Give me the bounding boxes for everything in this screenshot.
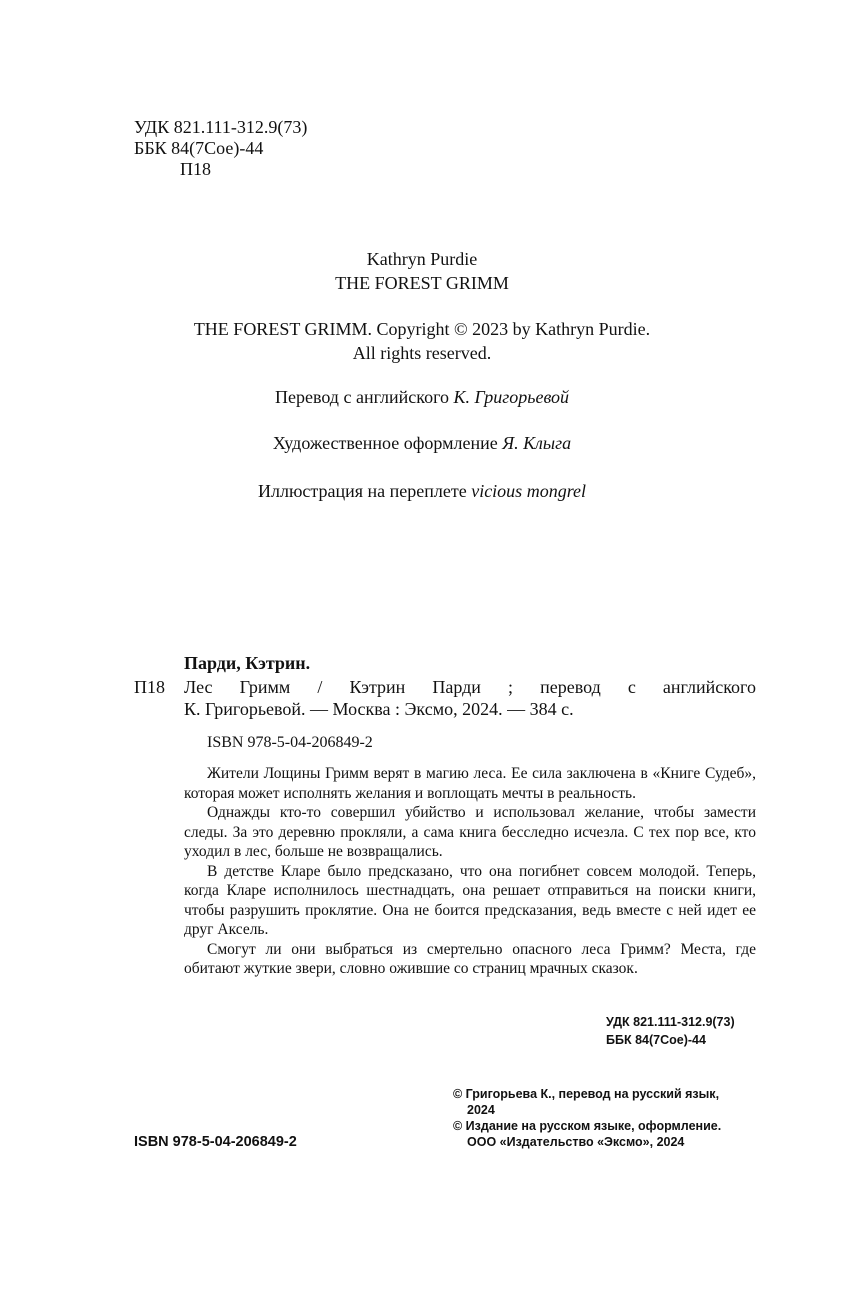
footer-bbk: ББК 84(7Сое)-44 <box>606 1033 706 1047</box>
annotation-paragraph: Однажды кто-то совершил убийство и использовал желание, чтобы замести следы. За это деревню прокляли, а сама книга бесследно исчезла. С тех пор все, кто уходил в лес, больше не возвращались. <box>184 804 756 860</box>
design-label: Художественное оформление <box>272 433 498 453</box>
translator-name: К. Григорьевой <box>453 387 570 407</box>
copyright-translation-line-2: 2024 <box>467 1103 495 1117</box>
translation-label: Перевод с английского <box>274 387 450 407</box>
copyright-line-2: All rights reserved. <box>352 343 492 363</box>
copyright-edition-line-2: ООО «Издательство «Эксмо», 2024 <box>467 1135 685 1149</box>
annotation-paragraph: В детстве Кларе было предсказано, что она погибнет совсем молодой. Теперь, когда Кларе исполнилось шестнадцать, она решает отправиться на поиски книги, чтобы разрушить проклятие. Она не боится предсказания, ведь вместе с ней идет ее друг Аксель. <box>184 862 756 938</box>
original-author: Kathryn Purdie <box>366 249 478 269</box>
copyright-edition-line-1: © Издание на русском языке, оформление. <box>453 1119 722 1133</box>
copyright-translation-line-1: © Григорьева К., перевод на русский язык, <box>453 1087 720 1101</box>
bbk-code: ББК 84(7Сое)-44 <box>134 138 264 158</box>
cover-credit <box>0 478 844 504</box>
cover-label: Иллюстрация на переплете <box>257 481 467 501</box>
illustrator-name: vicious mongrel <box>471 481 587 501</box>
footer-isbn: ISBN 978-5-04-206849-2 <box>134 1134 297 1150</box>
annotation <box>184 764 756 979</box>
copyright-line-1: THE FOREST GRIMM. Copyright © 2023 by Kathryn Purdie. <box>193 319 651 339</box>
author-mark: П18 <box>180 159 211 179</box>
designer-name: Я. Клыга <box>502 433 572 453</box>
original-title: THE FOREST GRIMM <box>335 273 509 293</box>
footer-udk: УДК 821.111-312.9(73) <box>606 1015 735 1029</box>
catalog-line-2: К. Григорьевой. — Москва : Эксмо, 2024. — 384 с. <box>184 699 574 719</box>
catalog-isbn: ISBN 978-5-04-206849-2 <box>207 734 373 751</box>
catalog-mark: П18 <box>134 677 165 697</box>
annotation-paragraph: Смогут ли они выбраться из смертельно опасного леса Гримм? Места, где обитают жуткие звери, словно ожившие со страниц мрачных сказок. <box>184 940 756 977</box>
design-credit <box>0 430 844 456</box>
translation-credit <box>0 384 844 410</box>
annotation-paragraph: Жители Лощины Гримм верят в магию леса. Ее сила заключена в «Книге Судеб», которая может исполнять желания и воплощать мечты в реальность. <box>184 765 756 802</box>
udk-code: УДК 821.111-312.9(73) <box>134 117 308 137</box>
catalog-line-1: Лес Гримм / Кэтрин Парди ; перевод с английского <box>184 677 756 697</box>
catalog-heading: Парди, Кэтрин. <box>184 653 311 673</box>
